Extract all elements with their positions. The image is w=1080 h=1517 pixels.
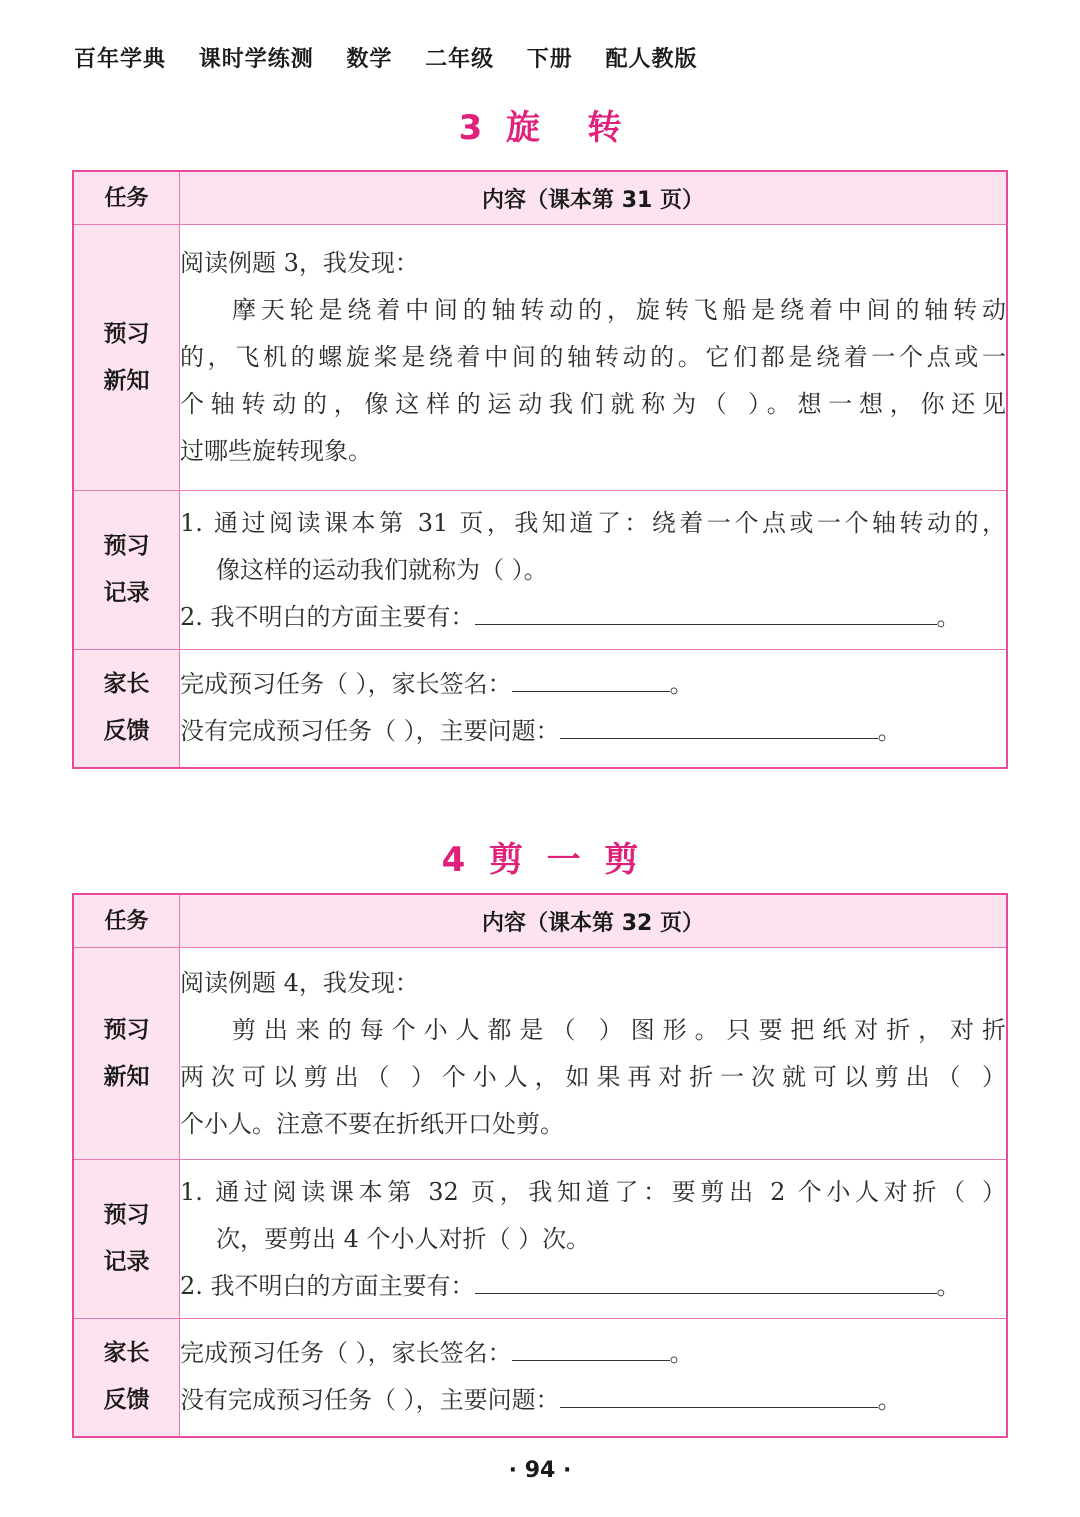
row-label-line: 新知 — [103, 367, 150, 394]
row-label-line: 反馈 — [103, 718, 150, 745]
text-line — [180, 1263, 1006, 1310]
period-mark: 。 — [669, 670, 694, 699]
row-label — [73, 650, 180, 768]
text-line — [180, 708, 1006, 755]
row-label-line: 记录 — [103, 580, 150, 606]
col-content-header: 内容（课本第 32 页） — [180, 894, 1008, 948]
header-volume: 下册 — [526, 47, 573, 72]
feedback-text: 没有完成预习任务（ ），主要问题： — [180, 1386, 560, 1415]
row-label-line: 反馈 — [103, 1387, 150, 1414]
feedback-text: 完成预习任务（ ），家长签名： — [180, 1339, 512, 1368]
table-row — [73, 491, 1007, 650]
row-label-line: 记录 — [103, 1249, 150, 1275]
text-line — [180, 594, 1006, 641]
table-row — [73, 1160, 1007, 1319]
signature-blank[interactable] — [512, 671, 670, 692]
row-content — [180, 1160, 1008, 1319]
row-label — [73, 225, 180, 491]
answer-blank[interactable] — [475, 604, 937, 625]
text-line: 1. 通过阅读课本第 31 页，我知道了：绕着一个点或一个轴转动的， — [180, 508, 1006, 537]
table-row — [73, 650, 1007, 768]
text-line: 阅读例题 4，我发现： — [180, 968, 419, 997]
text-line — [180, 661, 1006, 708]
row-label-line: 新知 — [103, 1063, 150, 1090]
page-number: · 94 · — [508, 1458, 572, 1483]
period-mark: 。 — [669, 1339, 694, 1368]
lesson-title: 4 剪 一 剪 — [441, 840, 639, 880]
text-line: 阅读例题 3，我发现： — [180, 249, 419, 277]
row-label — [73, 1160, 180, 1319]
header-subject: 数学 — [346, 47, 393, 72]
lesson-title: 3 旋 转 — [458, 108, 622, 148]
answer-blank[interactable] — [475, 1273, 937, 1294]
period-mark: 。 — [936, 1271, 961, 1300]
row-label-line: 家长 — [103, 1340, 150, 1367]
book-header — [74, 42, 721, 73]
text-line: 剪出来的每个小人都是（ ）图形。只要把纸对折，对折 — [232, 1015, 1006, 1044]
question-text: 2. 我不明白的方面主要有： — [180, 1271, 475, 1300]
feedback-text: 完成预习任务（ ），家长签名： — [180, 670, 512, 699]
period-mark: 。 — [877, 717, 902, 746]
text-line — [180, 1330, 1006, 1377]
table-header-row — [73, 171, 1007, 225]
col-task-header: 任务 — [73, 894, 180, 948]
text-line: 像这样的运动我们就称为（ ）。 — [216, 555, 548, 584]
lesson-task-table — [72, 893, 1008, 1438]
row-label-line: 家长 — [103, 671, 150, 698]
header-series: 百年学典 — [74, 47, 167, 72]
row-label-line: 预习 — [103, 1016, 150, 1043]
col-task-header: 任务 — [73, 171, 180, 225]
row-content — [180, 225, 1008, 491]
table-row — [73, 1319, 1007, 1437]
feedback-text: 没有完成预习任务（ ），主要问题： — [180, 717, 560, 746]
header-grade: 二年级 — [425, 47, 495, 72]
table-header-row — [73, 894, 1007, 948]
row-content — [180, 1319, 1008, 1437]
text-line: 次，要剪出 4 个小人对折（ ）次。 — [216, 1224, 591, 1253]
row-label — [73, 1319, 180, 1437]
period-mark: 。 — [936, 602, 961, 631]
period-mark: 。 — [877, 1386, 902, 1415]
problem-blank[interactable] — [560, 1387, 878, 1408]
problem-blank[interactable] — [560, 718, 878, 739]
signature-blank[interactable] — [512, 1340, 670, 1361]
row-label-line: 预习 — [103, 1202, 150, 1228]
row-content — [180, 948, 1008, 1160]
text-line: 过哪些旋转现象。 — [180, 437, 372, 465]
header-edition: 配人教版 — [605, 47, 698, 72]
row-content — [180, 491, 1008, 650]
question-text: 2. 我不明白的方面主要有： — [180, 602, 475, 631]
text-line — [180, 1377, 1006, 1424]
row-label — [73, 948, 180, 1160]
text-line: 1. 通过阅读课本第 32 页，我知道了：要剪出 2 个小人对折（ ） — [180, 1177, 1006, 1206]
text-line: 个小人。注意不要在折纸开口处剪。 — [180, 1109, 564, 1138]
lesson-task-table — [72, 170, 1008, 769]
text-line: 两次可以剪出（ ）个小人，如果再对折一次就可以剪出（ ） — [180, 1062, 1006, 1091]
row-content — [180, 650, 1008, 768]
text-line: 的，飞机的螺旋桨是绕着中间的轴转动的。它们都是绕着一个点或一 — [180, 343, 1006, 371]
row-label-line: 预习 — [103, 320, 150, 347]
table-row — [73, 948, 1007, 1160]
row-label — [73, 491, 180, 650]
text-line: 个轴转动的，像这样的运动我们就称为（ ）。想一想，你还见 — [180, 390, 1006, 418]
col-content-header: 内容（课本第 31 页） — [180, 171, 1008, 225]
row-label-line: 预习 — [103, 533, 150, 559]
header-book: 课时学练测 — [198, 47, 314, 72]
table-row — [73, 225, 1007, 491]
text-line: 摩天轮是绕着中间的轴转动的，旋转飞船是绕着中间的轴转动 — [232, 296, 1006, 324]
